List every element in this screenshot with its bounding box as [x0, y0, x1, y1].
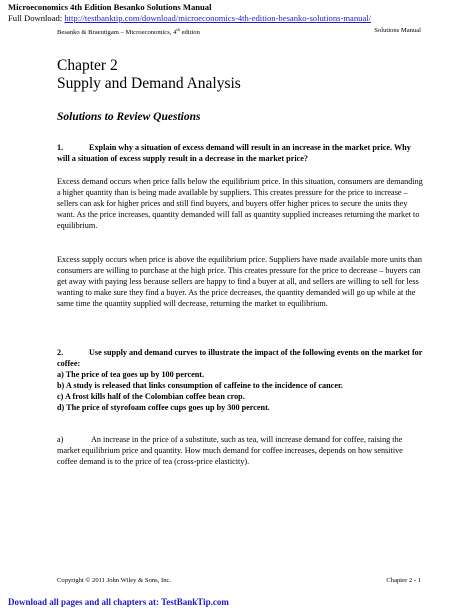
section-title: Solutions to Review Questions — [57, 111, 201, 123]
question-2-item-c: c) A frost kills half of the Colombian coffee bean crop. — [57, 392, 245, 402]
bottom-download-link[interactable]: Download all pages and all chapters at: TestBankTip.com — [8, 597, 229, 607]
running-header-edition: edition — [179, 29, 200, 37]
answer-2a-text: An increase in the price of a substitute, such as tea, will increase demand for coffee, raising the market equilibrium price and quantity. How much demand for coffee increases, depends on how sensitive coffee demand is to the price of tea (cross-price elasticity). — [57, 435, 403, 467]
answer-1-paragraph-2: Excess supply occurs when price is above the equilibrium price. Suppliers have made available more units than consumers are willing to purchase at the high price. This creates pressure for the price to decrease – buyers can get away with paying less because sellers are happy to find a buyer at all, and sellers are willing to sell for less wanting to make sure they find a buyer. As the price decreases, the quantity demanded will go up while at the same time the quantity supplied will decrease, returning the market to equilibrium. — [57, 255, 422, 309]
answer-2a-label: a) — [57, 435, 64, 444]
footer-page-number: Chapter 2 - 1 — [386, 577, 421, 584]
question-2-items — [57, 369, 425, 413]
chapter-number: Chapter 2 — [57, 57, 118, 74]
question-2-text: Use supply and demand curves to illustrate the impact of the following events on the market for coffee: — [57, 348, 423, 369]
answer-1-paragraph-1: Excess demand occurs when price falls below the equilibrium price. In this situation, consumers are demanding a higher quantity than is being made available by suppliers. This creates pressure for the price to increase – sellers can ask for higher prices and still find buyers, and buyers offer higher prices to secure the units they want. As the price increases, quantity demanded will fall as quantity supplied increases returning the market to equilibrium. — [57, 177, 423, 231]
banner-title: Microeconomics 4th Edition Besanko Solutions Manual — [8, 2, 212, 12]
running-header-left — [57, 27, 200, 36]
question-2-item-d: d) The price of styrofoam coffee cups goes up by 300 percent. — [57, 403, 270, 413]
download-line — [8, 13, 371, 23]
answer-2a — [57, 434, 425, 467]
running-header-right: Solutions Manual — [374, 27, 421, 34]
question-2-item-b: b) A study is released that links consumption of caffeine to the incidence of cancer. — [57, 381, 343, 391]
question-2-item-a: a) The price of tea goes up by 100 percent. — [57, 370, 205, 379]
chapter-title: Supply and Demand Analysis — [57, 75, 241, 92]
question-2-number: 2. — [57, 348, 64, 357]
download-prefix: Full Download: — [8, 13, 65, 23]
question-2 — [57, 347, 425, 369]
running-header-book: Besanko & Braeutigam – Microeconomics, 4 — [57, 29, 177, 37]
question-1 — [57, 142, 425, 164]
download-link[interactable]: http://testbanktip.com/download/microeconomics-4th-edition-besanko-solutions-manual/ — [64, 13, 372, 23]
footer-copyright: Copyright © 2011 John Wiley & Sons, Inc. — [57, 577, 172, 584]
question-1-text: Explain why a situation of excess demand will result in an increase in the market price. Why will a situation of excess supply result in a decrease in the market price? — [57, 143, 411, 164]
running-header-sup: th — [176, 27, 180, 32]
question-1-number: 1. — [57, 143, 64, 152]
